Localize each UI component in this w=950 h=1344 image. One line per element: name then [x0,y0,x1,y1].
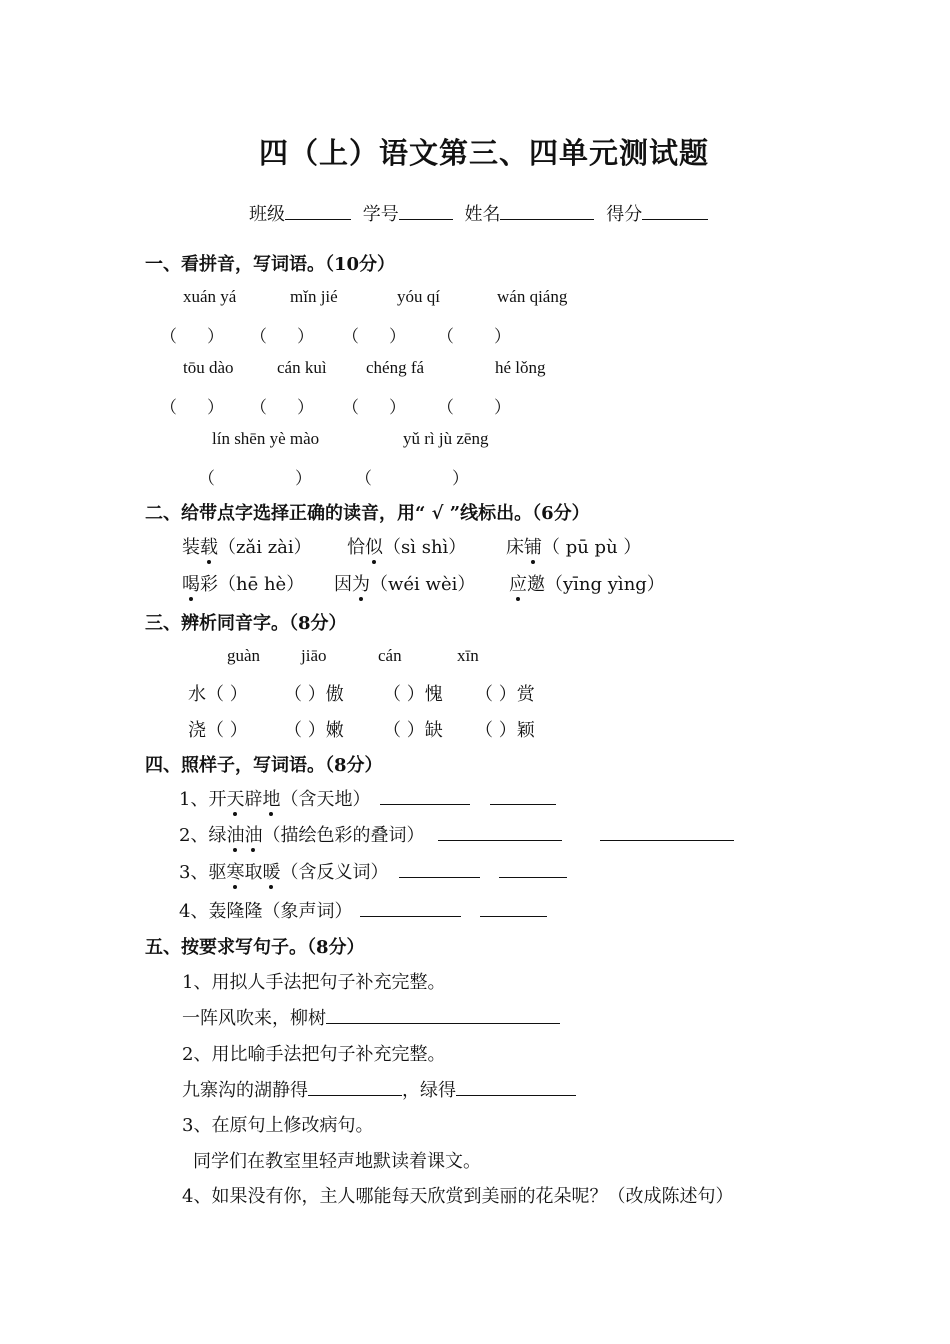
name-field[interactable] [500,201,594,220]
question-1-sentence: 一阵风吹来，柳树 [182,1004,560,1030]
homophone-pinyin: cán [378,646,402,665]
answer-line[interactable] [326,1005,560,1024]
class-label: 班级 [249,204,285,225]
section-5-heading: 五、按要求写句子。（8分） [145,937,365,958]
answer-line[interactable] [380,786,470,805]
answer-box[interactable]: （ ） [250,398,314,418]
reading-item[interactable]: 喝彩（hē hè） [182,574,305,595]
homophone-blank[interactable]: （ ）傲 [284,684,344,705]
score-field[interactable] [642,201,708,220]
homophone-blank[interactable]: （ ）愧 [383,684,443,705]
reading-item[interactable]: 装载（zǎi zài） [182,537,312,558]
answer-line[interactable] [399,859,480,878]
score-label: 得分 [606,204,643,225]
question-4: 4、如果没有你，主人哪能每天欣赏到美丽的花朵呢？（改成陈述句） [182,1186,734,1207]
pinyin-1-2: mǐn jié [290,287,338,306]
answer-box[interactable]: （ ） [355,469,469,489]
homophone-blank[interactable]: （ ）嫩 [284,720,344,741]
answer-line[interactable] [308,1077,402,1096]
name-label: 姓名 [464,204,501,225]
answer-line[interactable] [480,898,547,917]
section-2-heading: 二、给带点字选择正确的读音，用“ √ ”线标出。（6分） [145,503,590,524]
reading-item[interactable]: 恰似（sì shì） [347,537,467,558]
answer-box[interactable]: （ ） [437,327,511,347]
pinyin-3-1: lín shēn yè mào [212,429,320,448]
answer-line[interactable] [490,786,556,805]
page-title: 四（上）语文第三、四单元测试题 [259,136,710,170]
homophone-blank[interactable]: 水（ ） [188,684,248,705]
number-field[interactable] [399,201,453,220]
pinyin-2-3: chéng fá [366,358,425,377]
homophone-blank[interactable]: 浇（ ） [188,720,248,741]
section-1-heading: 一、看拼音，写词语。（10分） [145,254,396,275]
reading-item[interactable]: 床铺（ pū pù ） [506,537,642,558]
answer-box[interactable]: （ ） [437,398,511,418]
section-4-heading: 四、照样子，写词语。（8分） [145,755,383,776]
pinyin-1-1: xuán yá [183,287,237,306]
number-label: 学号 [362,204,399,225]
answer-box[interactable]: （ ） [342,398,406,418]
word-example-3: 3、驱寒取暖（含反义词） [179,862,389,883]
question-1: 1、用拟人手法把句子补充完整。 [182,972,446,993]
answer-box[interactable]: （ ） [160,398,224,418]
section-3-heading: 三、辨析同音字。（8分） [145,613,347,634]
reading-item[interactable]: 应邀（yīng yìng） [509,574,665,595]
homophone-blank[interactable]: （ ）缺 [383,720,443,741]
answer-box[interactable]: （ ） [198,469,312,489]
class-field[interactable] [285,201,351,220]
pinyin-2-4: hé lǒng [495,358,546,377]
homophone-pinyin: jiāo [301,646,327,665]
pinyin-1-4: wán qiáng [497,287,568,306]
homophone-pinyin: xīn [457,646,479,665]
answer-box[interactable]: （ ） [342,327,406,347]
pinyin-2-2: cán kuì [277,358,327,377]
question-3-sentence[interactable]: 同学们在教室里轻声地默读着课文。 [193,1151,481,1172]
homophone-blank[interactable]: （ ）赏 [475,684,535,705]
homophone-pinyin: guàn [227,646,261,665]
answer-box[interactable]: （ ） [160,327,224,347]
question-3: 3、在原句上修改病句。 [182,1115,374,1136]
word-example-4: 4、轰隆隆（象声词） [179,901,353,922]
pinyin-2-1: tōu dào [183,358,234,377]
answer-box[interactable]: （ ） [250,327,314,347]
student-info-line [249,200,708,226]
question-2: 2、用比喻手法把句子补充完整。 [182,1044,446,1065]
answer-line[interactable] [360,898,461,917]
pinyin-3-2: yǔ rì jù zēng [403,429,489,448]
answer-line[interactable] [438,822,562,841]
reading-item[interactable]: 因为（wéi wèi） [334,574,476,595]
word-example-2: 2、绿油油（描绘色彩的叠词） [179,825,425,846]
pinyin-1-3: yóu qí [397,287,440,306]
homophone-blank[interactable]: （ ）颖 [475,720,535,741]
answer-line[interactable] [456,1077,576,1096]
question-2-sentence: 九寨沟的湖静得 ，绿得 [182,1076,576,1102]
answer-line[interactable] [499,859,567,878]
word-example-1: 1、开天辟地（含天地） [179,789,371,810]
answer-line[interactable] [600,822,734,841]
